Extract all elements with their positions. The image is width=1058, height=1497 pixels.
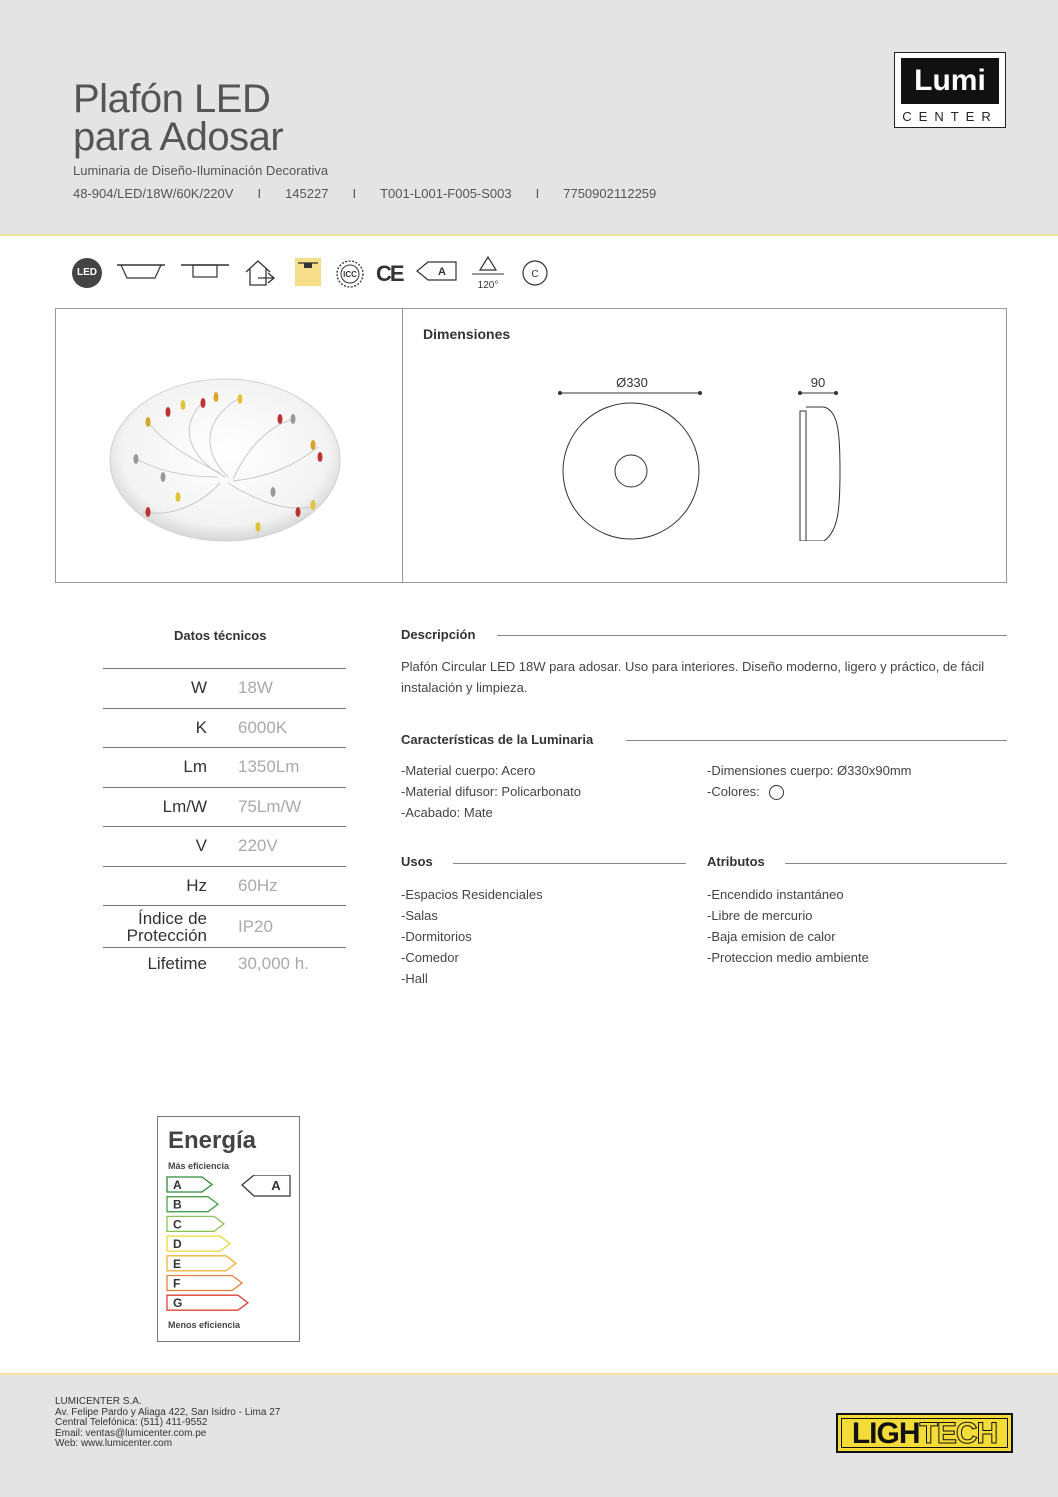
energy-label	[157, 1116, 300, 1342]
code-separator: I	[257, 186, 262, 201]
side-view-drawing	[794, 371, 844, 541]
list-item: -Dormitorios	[401, 929, 472, 944]
page-footer	[0, 1373, 1058, 1497]
characteristics-title: Características de la Luminaria	[401, 732, 594, 747]
tech-value: 6000K	[238, 717, 288, 737]
svg-text:120°: 120°	[477, 280, 499, 291]
tech-value: IP20	[238, 916, 273, 936]
list-item: -Proteccion medio ambiente	[707, 950, 869, 965]
ceiling-mount-icon	[295, 258, 321, 286]
company-phone: Central Telefónica: (511) 411-9552	[55, 1417, 208, 1428]
tech-row-protection	[103, 905, 346, 947]
front-view-drawing	[554, 371, 714, 541]
energy-rating-letter: A	[271, 1178, 281, 1193]
energy-class-letter: E	[173, 1256, 182, 1271]
description-rule	[497, 635, 1007, 636]
box-divider	[402, 309, 403, 582]
recessed-trapezoid-icon	[117, 262, 167, 282]
tech-data-title: Datos técnicos	[174, 628, 267, 643]
product-model-code: 48-904/LED/18W/60K/220V	[73, 186, 234, 201]
atributos-list	[707, 884, 869, 968]
tech-value: 18W	[238, 678, 273, 698]
tech-value: 1350Lm	[238, 757, 300, 777]
list-item: -Material difusor: Policarbonato	[401, 784, 581, 799]
dimensions-title: Dimensiones	[423, 326, 511, 342]
company-address: Av. Felipe Pardo y Aliaga 422, San Isidro - Lima 27	[55, 1406, 281, 1418]
energy-class-letter: D	[173, 1237, 182, 1252]
energy-class-letter: F	[173, 1276, 181, 1291]
list-item: -Salas	[401, 908, 438, 923]
energy-more-efficiency: Más eficiencia	[168, 1161, 230, 1171]
company-web: Web: www.lumicenter.com	[55, 1438, 173, 1449]
energy-class-icon	[416, 260, 458, 282]
energy-rating-indicator	[242, 1175, 290, 1196]
tech-label: W	[190, 678, 207, 698]
tech-data-table	[103, 668, 346, 979]
characteristics-right-list	[707, 760, 911, 802]
lightech-text	[841, 1418, 1008, 1448]
product-title	[73, 77, 284, 159]
height-label: 90	[810, 375, 826, 390]
tech-label	[103, 910, 207, 944]
tech-label: Lm/W	[162, 796, 207, 816]
logo-center-text: CENTER	[902, 109, 998, 124]
protection-label-line-1: Índice de	[138, 908, 207, 928]
tech-label: Lifetime	[147, 953, 207, 973]
usos-list	[401, 884, 543, 989]
feature-icons-row	[70, 256, 570, 292]
product-barcode: 7750902112259	[563, 186, 657, 201]
energy-class-letter: G	[173, 1296, 183, 1311]
energy-less-efficiency: Menos eficiencia	[168, 1320, 241, 1330]
list-item: -Comedor	[401, 950, 459, 965]
ce-mark-icon: CE	[376, 261, 403, 286]
product-type-code: T001-L001-F005-S003	[380, 186, 512, 201]
indoor-house-icon	[244, 258, 280, 288]
lightech-logo	[836, 1413, 1013, 1453]
led-icon: LED	[72, 258, 102, 288]
energy-title: Energía	[168, 1127, 257, 1154]
product-image-box	[55, 308, 1007, 583]
tech-label: Lm	[183, 757, 207, 777]
tech-value: 220V	[238, 836, 278, 856]
title-line-2: para Adosar	[73, 115, 284, 159]
list-item: -Libre de mercurio	[707, 908, 813, 923]
description-title: Descripción	[401, 627, 476, 642]
tech-row-voltage	[103, 826, 346, 866]
product-subtitle: Luminaria de Diseño-Iluminación Decorativa	[73, 163, 329, 178]
code-separator: I	[535, 186, 540, 201]
tech-label: K	[195, 717, 207, 737]
tech-label: Hz	[186, 875, 207, 895]
svg-text:A: A	[438, 266, 446, 278]
tech-value: 60Hz	[238, 875, 278, 895]
color-swatch-white	[769, 785, 784, 800]
company-name: LUMICENTER S.A.	[55, 1396, 142, 1407]
tech-row-kelvin	[103, 708, 346, 748]
tech-row-lumens	[103, 747, 346, 787]
logo-lumi-text: Lumi	[901, 58, 999, 104]
svg-text:ICC: ICC	[343, 270, 357, 279]
tech-row-efficacy	[103, 787, 346, 827]
usos-title: Usos	[401, 854, 433, 869]
characteristics-rule	[626, 740, 1007, 741]
energy-class-bars	[166, 1175, 298, 1315]
svg-text:C: C	[531, 269, 539, 280]
list-item: -Dimensiones cuerpo: Ø330x90mm	[707, 763, 912, 778]
energy-class-letter: C	[173, 1217, 182, 1232]
list-item: -Acabado: Mate	[401, 805, 493, 820]
page-header	[0, 0, 1058, 236]
tech-row-watts	[103, 668, 346, 708]
protection-label-line-2: Protección	[126, 925, 207, 945]
company-email: Email: ventas@lumicenter.com.pe	[55, 1427, 207, 1439]
atributos-title: Atributos	[707, 854, 765, 869]
tech-value: 75Lm/W	[238, 796, 302, 816]
usos-rule	[453, 863, 686, 864]
list-item: -Material cuerpo: Acero	[401, 763, 536, 778]
class-c-icon	[521, 259, 549, 287]
beam-angle-icon	[468, 256, 508, 292]
product-photo	[108, 377, 342, 543]
tech-row-lifetime	[103, 947, 346, 979]
icc-seal-icon	[335, 259, 365, 289]
tech-label: V	[195, 836, 207, 856]
list-item: -Hall	[401, 971, 428, 986]
list-item: -Espacios Residenciales	[401, 887, 543, 902]
energy-class-letter: A	[173, 1178, 182, 1192]
code-separator: I	[352, 186, 357, 201]
atributos-rule	[785, 863, 1007, 864]
description-text: Plafón Circular LED 18W para adosar. Uso para interiores. Diseño moderno, ligero y práctico, de fácil instalación y limpieza.	[401, 659, 985, 695]
lumicenter-logo	[894, 52, 1006, 128]
lightech-light: LIGH	[851, 1417, 920, 1450]
product-sku: 145227	[285, 186, 329, 201]
list-item: -Encendido instantáneo	[707, 887, 844, 902]
characteristics-left-list	[401, 760, 581, 823]
surface-mount-icon	[181, 262, 231, 282]
title-line-1: Plafón LED	[73, 77, 271, 121]
list-item	[707, 781, 911, 802]
tech-row-frequency	[103, 866, 346, 906]
energy-class-letter: B	[173, 1197, 182, 1212]
colors-label: -Colores:	[707, 784, 760, 799]
tech-value: 30,000 h.	[238, 953, 309, 973]
company-contact	[55, 1397, 280, 1450]
list-item: -Baja emision de calor	[707, 929, 836, 944]
product-codes	[73, 186, 656, 201]
diameter-label: Ø330	[616, 375, 648, 390]
lightech-tech: TECH	[919, 1417, 998, 1450]
